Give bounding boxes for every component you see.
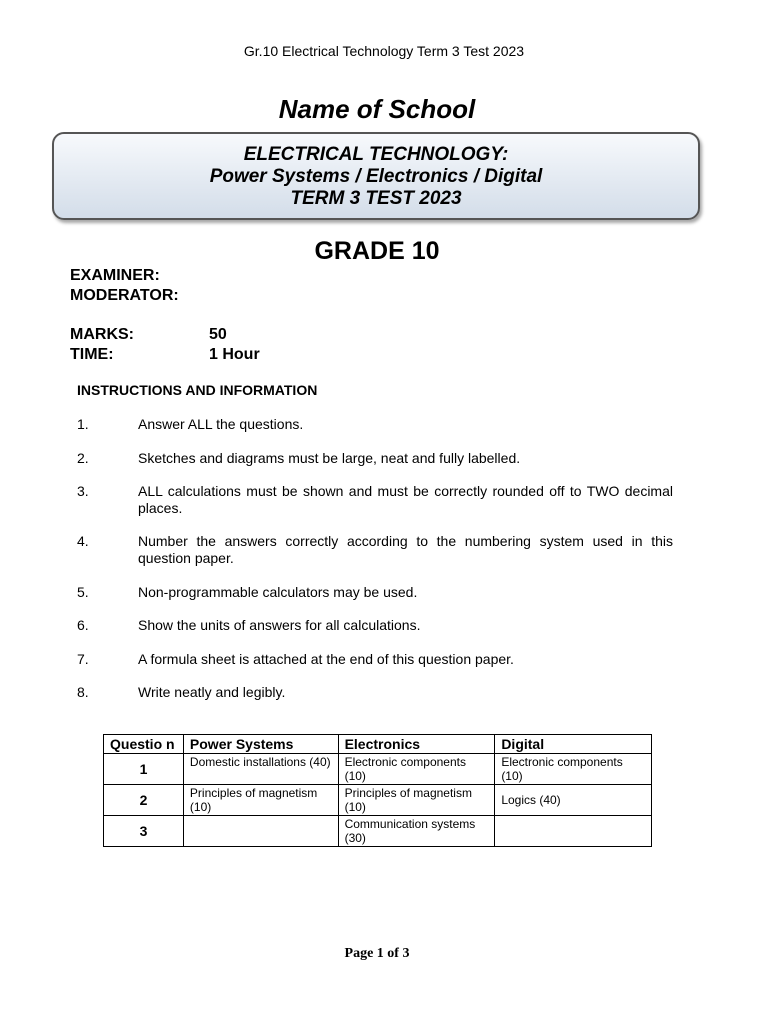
instruction-text: Show the units of answers for all calculations. (138, 617, 421, 633)
power-cell (183, 816, 338, 847)
moderator-row (70, 287, 179, 305)
instruction-text: Non-programmable calculators may be used. (138, 584, 418, 600)
time-row (70, 346, 260, 364)
question-number: 3 (104, 816, 184, 847)
banner-term: TERM 3 TEST 2023 (290, 188, 462, 209)
instruction-number: 1. (77, 416, 89, 432)
time-value: 1 Hour (209, 346, 260, 363)
power-cell: Domestic installations (40) (183, 754, 338, 785)
marks-value: 50 (209, 326, 227, 343)
power-cell: Principles of magnetism (10) (183, 785, 338, 816)
instruction-number: 2. (77, 450, 89, 466)
instruction-text: Sketches and diagrams must be large, neat and fully labelled. (138, 450, 521, 466)
header-question: Questio n (104, 735, 184, 754)
page-number: Page 1 of 3 (344, 946, 410, 961)
table-row (104, 754, 652, 785)
moderator-label: MODERATOR: (70, 287, 179, 304)
instruction-text: Answer ALL the questions. (138, 416, 304, 432)
table-row (104, 785, 652, 816)
time-label: TIME: (70, 346, 114, 363)
instruction-number: 4. (77, 533, 89, 549)
instruction-number: 3. (77, 483, 89, 499)
running-header: Gr.10 Electrical Technology Term 3 Test 2023 (243, 43, 525, 59)
header-digital: Digital (495, 735, 652, 754)
question-number: 2 (104, 785, 184, 816)
header-electronics: Electronics (338, 735, 495, 754)
grade-title: GRADE 10 (314, 237, 440, 265)
instruction-text: Number the answers correctly according to the numbering system used in this question paper. (138, 533, 673, 566)
table-row (104, 816, 652, 847)
digital-cell (495, 816, 652, 847)
table-header-row (104, 735, 652, 754)
header-power-systems: Power Systems (183, 735, 338, 754)
instruction-number: 8. (77, 684, 89, 700)
digital-cell: Logics (40) (495, 785, 652, 816)
examiner-label: EXAMINER: (70, 267, 160, 284)
electronics-cell: Principles of magnetism (10) (338, 785, 495, 816)
question-number: 1 (104, 754, 184, 785)
instruction-number: 6. (77, 617, 89, 633)
examiner-row (70, 267, 160, 285)
instruction-text: Write neatly and legibly. (138, 684, 286, 700)
title-banner (52, 132, 700, 220)
question-table (103, 734, 652, 847)
instructions-title: INSTRUCTIONS AND INFORMATION (77, 382, 318, 398)
electronics-cell: Electronic components (10) (338, 754, 495, 785)
instruction-number: 5. (77, 584, 89, 600)
electronics-cell: Communication systems (30) (338, 816, 495, 847)
banner-subject: ELECTRICAL TECHNOLOGY: (243, 144, 509, 165)
banner-topics: Power Systems / Electronics / Digital (209, 166, 543, 187)
digital-cell: Electronic components (10) (495, 754, 652, 785)
instruction-text: A formula sheet is attached at the end of this question paper. (138, 651, 514, 667)
marks-label: MARKS: (70, 326, 134, 343)
school-name: Name of School (278, 94, 476, 124)
instruction-number: 7. (77, 651, 89, 667)
instruction-text: ALL calculations must be shown and must be correctly rounded off to TWO decimal places. (138, 483, 673, 516)
marks-row (70, 326, 227, 344)
